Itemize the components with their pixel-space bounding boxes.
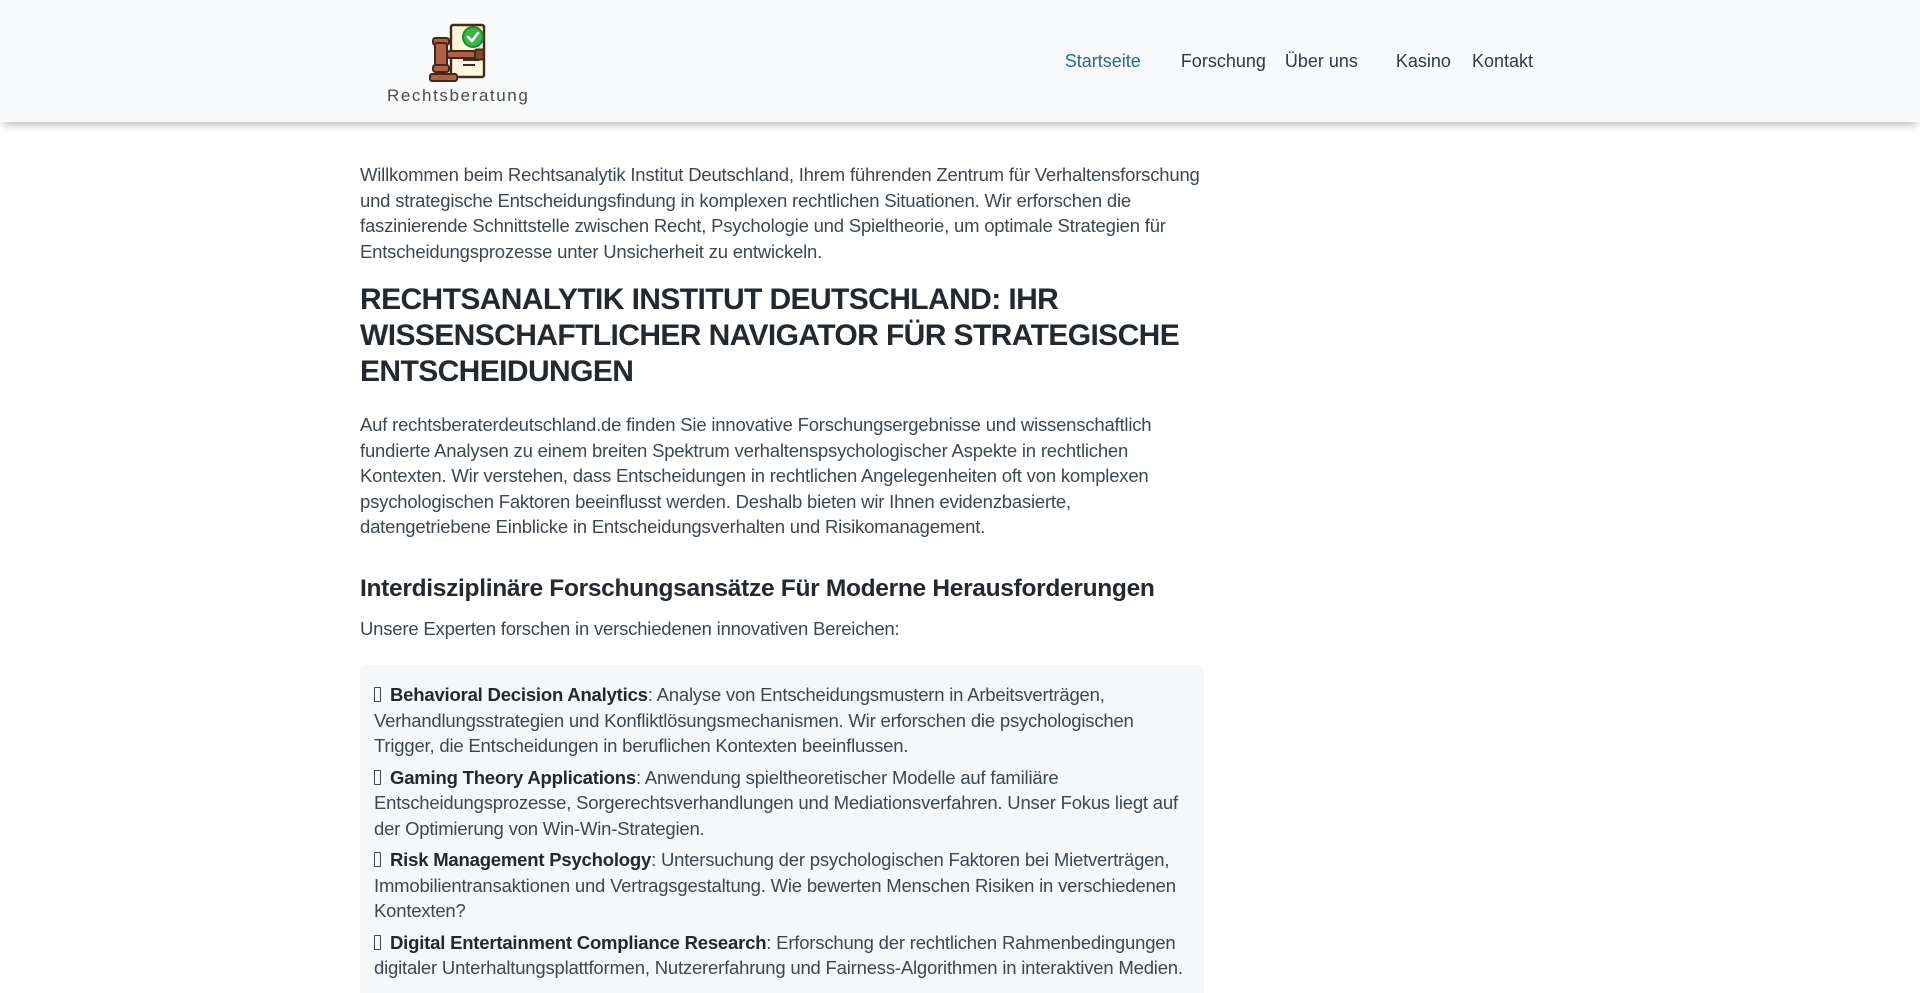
research-area-title: Digital Entertainment Compliance Research — [390, 931, 767, 953]
gavel-document-checkmark-icon — [427, 22, 489, 84]
missing-glyph-bullet-icon — [374, 935, 381, 950]
research-areas-panel — [360, 665, 1204, 993]
research-area-item — [374, 930, 1188, 981]
research-area-title: Gaming Theory Applications — [390, 766, 636, 788]
site-header — [0, 0, 1920, 122]
research-area-text: : Analyse von Entscheidungsmustern in Arbeitsverträgen, Verhandlungsstrategien und Konfliktlösungsmechanismen. Wir erforschen die psychologischen Trigger, die Entscheidungen in beruflichen Kontexten beeinflussen. — [374, 684, 1134, 756]
section-heading-research: Interdisziplinäre Forschungsansätze Für Moderne Herausforderungen — [360, 574, 1155, 602]
page-title: RECHTSANALYTIK INSTITUT DEUTSCHLAND: IHR WISSENSCHAFTLICHER NAVIGATOR FÜR STRATEGISCHE ENTSCHEIDUNGEN — [360, 283, 1180, 388]
research-area-title: Behavioral Decision Analytics — [390, 684, 648, 705]
site-logo[interactable] — [387, 16, 529, 106]
missing-glyph-bullet-icon — [374, 687, 381, 702]
nav-item-kasino[interactable]: Kasino — [1395, 50, 1451, 71]
research-area-text: : Untersuchung der psychologischen Faktoren bei Mietverträgen, Immobilientransaktionen und Vertragsgestaltung. Wie bewerten Menschen Risiken in verschiedenen Kontexten? — [374, 849, 1176, 921]
main-content — [360, 162, 1204, 993]
intro-paragraph: Willkommen beim Rechtsanalytik Institut Deutschland, Ihrem führenden Zentrum für Verhaltensforschung und strategische Entscheidungsfindung in komplexen rechtlichen Situationen. Wir erforschen die faszinierende Schnittstelle zwischen Recht, Psychologie und Spieltheorie, um optimale Strategien für Entscheidungsprozesse unter Unsicherheit zu entwickeln. — [360, 164, 1200, 262]
research-area-item — [374, 682, 1188, 759]
nav-item-kontakt[interactable]: Kontakt — [1471, 50, 1533, 71]
research-area-title: Risk Management Psychology — [390, 849, 652, 870]
main-nav — [1065, 51, 1533, 72]
research-area-text: : Erforschung der rechtlichen Rahmenbedingungen digitaler Unterhaltungsplattformen, Nutzererfahrung und Fairness-Algorithmen in interaktiven Medien. — [374, 931, 1183, 978]
header-inner — [387, 0, 1533, 122]
nav-item-ueber-uns[interactable]: Über uns — [1284, 50, 1358, 71]
about-paragraph: Auf rechtsberaterdeutschland.de finden Sie innovative Forschungsergebnisse und wissenschaftlich fundierte Analysen zu einem breiten Spektrum verhaltenspsychologischer Aspekte in rechtlichen Kontexten. Wir verstehen, dass Entscheidungen in rechtlichen Angelegenheiten oft von komplexen psychologischen Faktoren beeinflusst werden. Deshalb bieten wir Ihnen evidenzbasierte, datengetriebene Einblicke in Entscheidungsverhalten und Risikomanagement. — [360, 414, 1152, 537]
research-area-item — [374, 847, 1188, 924]
logo-text: Rechtsberatung — [387, 86, 530, 105]
nav-item-forschung[interactable]: Forschung — [1180, 50, 1266, 71]
research-area-item — [374, 765, 1188, 842]
missing-glyph-bullet-icon — [374, 852, 381, 867]
lead-paragraph: Unsere Experten forschen in verschiedenen innovativen Bereichen: — [360, 617, 900, 639]
missing-glyph-bullet-icon — [374, 770, 381, 785]
nav-item-startseite[interactable]: Startseite — [1064, 50, 1141, 71]
research-area-text: : Anwendung spieltheoretischer Modelle auf familiäre Entscheidungsprozesse, Sorgerechtsverhandlungen und Mediationsverfahren. Unser Fokus liegt auf der Optimierung von Win-Win-Strategien. — [374, 766, 1178, 839]
